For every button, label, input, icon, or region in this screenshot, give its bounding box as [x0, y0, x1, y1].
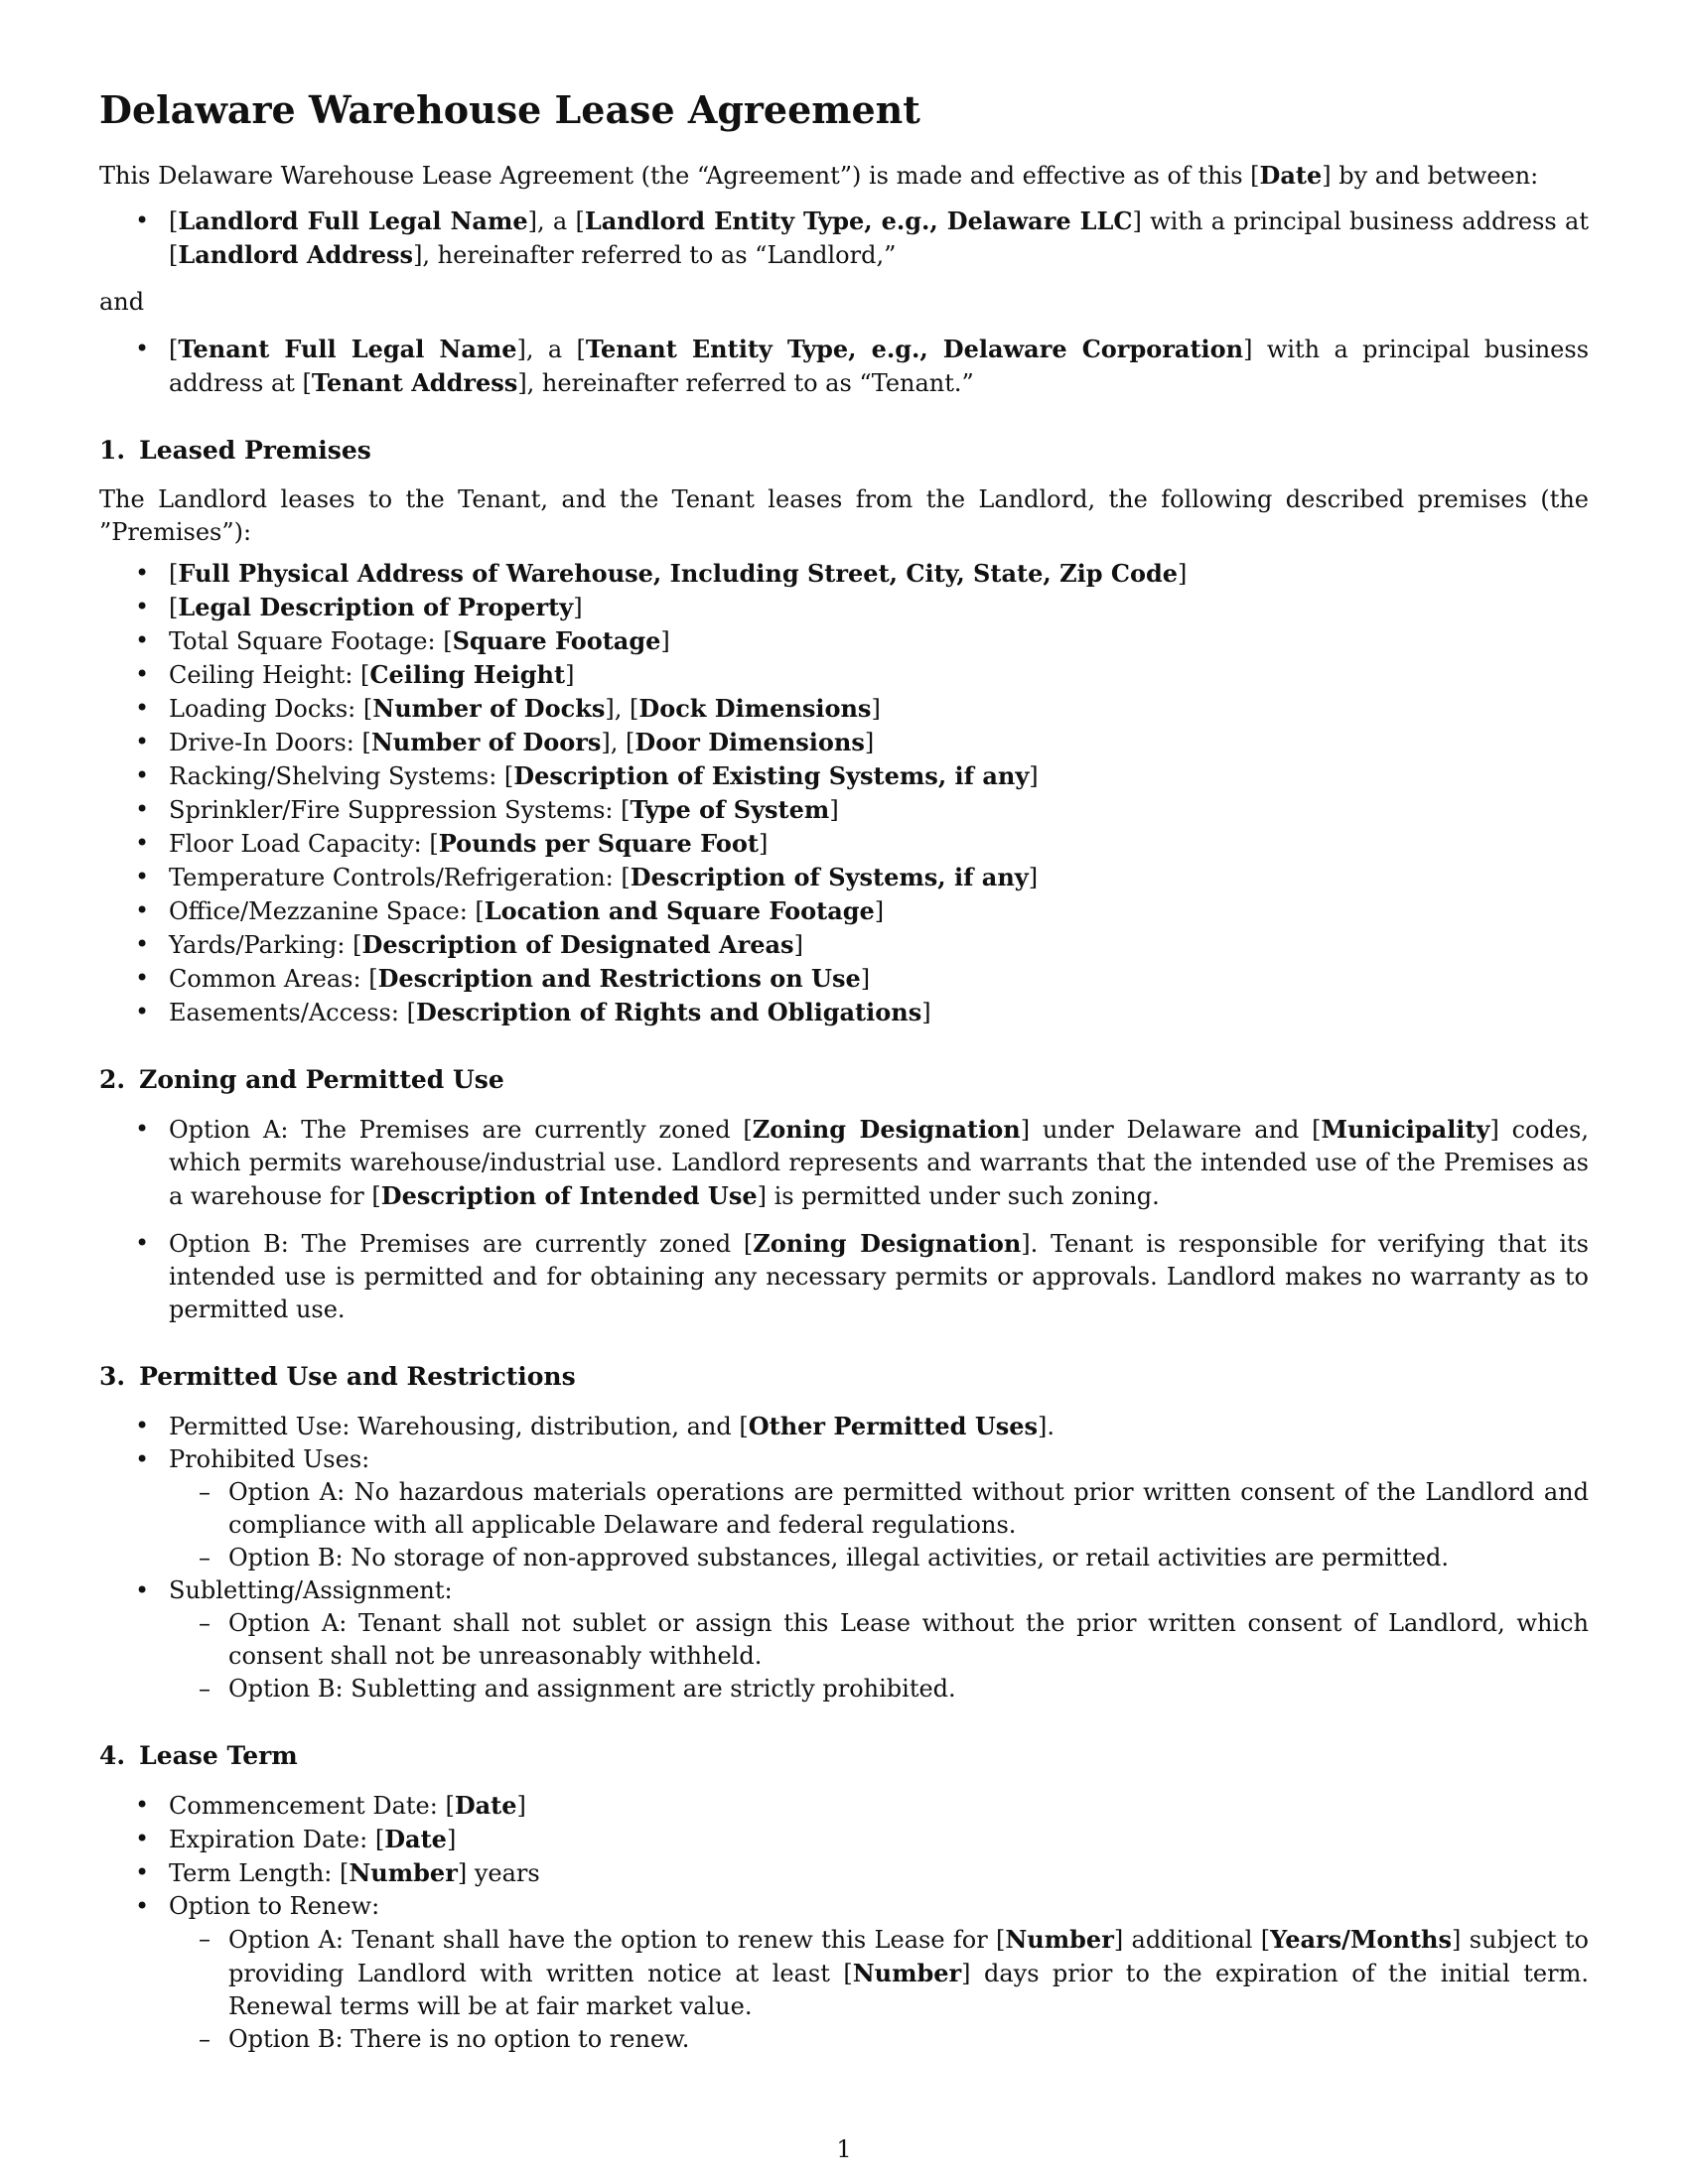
section-2-heading: [99, 1063, 1589, 1096]
section-number: 2.: [99, 1065, 126, 1094]
placeholder: Municipality: [1321, 1115, 1490, 1144]
renew-option-a: [99, 1923, 1589, 2023]
zoning-option-a: [99, 1113, 1589, 1213]
text: Permitted Use: Warehousing, distribution, and [: [169, 1413, 749, 1440]
separator: ,: [614, 695, 630, 723]
text: ] under Delaware and [: [1020, 1116, 1322, 1144]
item-label: Subletting/Assignment:: [169, 1576, 453, 1604]
section-title: Zoning and Permitted Use: [139, 1065, 504, 1094]
item-label: Floor Load Capacity:: [169, 830, 430, 858]
premises-item: • Yards/Parking: [Description of Designated Areas]: [99, 928, 1589, 962]
tenant-list: [99, 333, 1589, 400]
placeholder: Description of Existing Systems, if any: [513, 761, 1030, 790]
item-label: Temperature Controls/Refrigeration:: [169, 864, 622, 891]
section-number: 4.: [99, 1741, 126, 1770]
premises-item: • Total Square Footage: [Square Footage]: [99, 624, 1589, 658]
placeholder: Number of Docks: [372, 694, 606, 723]
placeholder: Other Permitted Uses: [748, 1412, 1039, 1440]
renew-option-b: – Option B: There is no option to renew.: [99, 2023, 1589, 2056]
prohibited-uses-item: [99, 1443, 1589, 1574]
intro-text: This Delaware Warehouse Lease Agreement (the “Agreement”) is made and effective as of this [: [99, 162, 1260, 190]
placeholder: Pounds per Square Foot: [438, 829, 759, 858]
premises-item: • Sprinkler/Fire Suppression Systems: [Type of System]: [99, 793, 1589, 827]
item-label: Easements/Access:: [169, 999, 407, 1026]
section-number: 1.: [99, 436, 126, 465]
prohibited-options-list: [99, 1476, 1589, 1574]
placeholder: Type of System: [630, 795, 830, 824]
text: ] with a principal business address at [: [169, 336, 1590, 397]
placeholder: Date: [454, 1791, 517, 1820]
item-label: Drive-In Doors:: [169, 729, 362, 756]
tenant-entity-placeholder: Tenant Entity Type, e.g., Delaware Corporation: [585, 335, 1244, 363]
premises-item: • [Legal Description of Property]: [99, 591, 1589, 624]
item-label: Loading Docks:: [169, 695, 363, 723]
placeholder: Zoning Designation: [753, 1229, 1022, 1258]
premises-item: • [Full Physical Address of Warehouse, Including Street, City, State, Zip Code]: [99, 557, 1589, 591]
separator: ,: [610, 729, 627, 756]
placeholder: Square Footage: [452, 626, 661, 655]
item-label: Prohibited Uses:: [169, 1445, 370, 1473]
subletting-option-b: – Option B: Subletting and assignment are strictly prohibited.: [99, 1673, 1589, 1706]
commencement-date-item: [99, 1789, 1589, 1823]
page-number: 1: [836, 2135, 852, 2163]
section-1-heading: [99, 434, 1589, 467]
tenant-address-placeholder: Tenant Address: [311, 368, 518, 397]
intro-paragraph: [99, 159, 1589, 193]
text: ]. Tenant is responsible for verifying that its intended use is permitted and for obtaining any necessary permits or approvals. Landlord makes no warranty as to permitted use.: [169, 1230, 1589, 1323]
subletting-item: [99, 1574, 1589, 1706]
tenant-party: [99, 333, 1589, 400]
text: ], hereinafter referred to as “Tenant.”: [517, 369, 974, 397]
expiration-date-item: [99, 1823, 1589, 1856]
landlord-list: [99, 205, 1589, 272]
section-1-paragraph: The Landlord leases to the Tenant, and the Tenant leases from the Landlord, the following described premises (the ”Premises”):: [99, 485, 1589, 546]
premises-item: • Racking/Shelving Systems: [Description of Existing Systems, if any]: [99, 759, 1589, 793]
premises-list: [99, 557, 1589, 1029]
placeholder: Number of Doors: [370, 728, 602, 756]
section-3-heading: [99, 1360, 1589, 1393]
placeholder: Years/Months: [1270, 1925, 1453, 1954]
text: ] days prior to the expiration of the initial term. Renewal terms will be at fair market value.: [228, 1960, 1589, 2020]
text: ].: [1038, 1413, 1055, 1440]
item-label: Total Square Footage:: [169, 627, 444, 655]
placeholder: Description of Designated Areas: [361, 930, 794, 959]
lease-term-list: [99, 1789, 1589, 2056]
placeholder: Zoning Designation: [752, 1115, 1021, 1144]
placeholder: Full Physical Address of Warehouse, Including Street, City, State, Zip Code: [178, 559, 1179, 588]
placeholder: Date: [384, 1825, 447, 1853]
placeholder: Description and Restrictions on Use: [377, 964, 861, 993]
text: ] codes, which permits warehouse/industrial use. Landlord represents and warrants that the intended use of the Premises as a warehouse for [: [169, 1116, 1590, 1210]
placeholder: Description of Systems, if any: [630, 863, 1029, 891]
renew-options-list: [99, 1923, 1589, 2056]
intro-text-end: ] by and between:: [1322, 162, 1539, 190]
text: Option B: The Premises are currently zoned [: [169, 1230, 754, 1258]
premises-item: • Easements/Access: [Description of Rights and Obligations]: [99, 996, 1589, 1029]
landlord-entity-placeholder: Landlord Entity Type, e.g., Delaware LLC: [584, 206, 1133, 235]
text: ]: [446, 1826, 457, 1853]
zoning-options-list: [99, 1113, 1589, 1326]
section-title: Leased Premises: [139, 436, 371, 465]
placeholder: Number: [349, 1858, 458, 1887]
permitted-use-item: [99, 1410, 1589, 1443]
premises-item: • Office/Mezzanine Space: [Location and Square Footage]: [99, 894, 1589, 928]
text: Commencement Date: [: [169, 1792, 455, 1820]
intro-date-placeholder: Date: [1259, 161, 1323, 190]
item-label: Racking/Shelving Systems:: [169, 762, 504, 790]
premises-item: • Floor Load Capacity: [Pounds per Square Foot]: [99, 827, 1589, 861]
landlord-name-placeholder: Landlord Full Legal Name: [178, 206, 528, 235]
landlord-address-placeholder: Landlord Address: [178, 240, 414, 269]
premises-item: • Temperature Controls/Refrigeration: [Description of Systems, if any]: [99, 861, 1589, 894]
option-to-renew-item: [99, 1890, 1589, 2056]
item-label: Office/Mezzanine Space:: [169, 897, 476, 925]
document-title: Delaware Warehouse Lease Agreement: [99, 87, 920, 132]
placeholder: Number: [1005, 1925, 1114, 1954]
placeholder: Door Dimensions: [634, 728, 865, 756]
text: [: [169, 336, 179, 363]
text: Option A: The Premises are currently zoned [: [169, 1116, 753, 1144]
text: ] is permitted under such zoning.: [757, 1182, 1160, 1210]
subletting-options-list: [99, 1607, 1589, 1706]
document-body: [99, 87, 1589, 2056]
section-title: Lease Term: [139, 1741, 298, 1770]
text: ], a [: [527, 207, 585, 235]
premises-item: • Common Areas: [Description and Restrictions on Use]: [99, 962, 1589, 996]
item-label: Yards/Parking:: [169, 931, 353, 959]
term-length-item: [99, 1856, 1589, 1890]
item-label: Sprinkler/Fire Suppression Systems:: [169, 796, 622, 824]
zoning-option-b: [99, 1227, 1589, 1326]
text: ] years: [457, 1859, 540, 1887]
placeholder: Location and Square Footage: [484, 896, 875, 925]
text: [: [169, 207, 179, 235]
use-restrictions-list: [99, 1410, 1589, 1706]
text: ] with a principal business address at [: [169, 207, 1589, 269]
text: Option A: Tenant shall have the option to renew this Lease for [: [228, 1926, 1006, 1954]
text: Term Length: [: [169, 1859, 350, 1887]
text: ], hereinafter referred to as “Landlord,”: [413, 241, 897, 269]
item-label: Ceiling Height:: [169, 661, 361, 689]
text: ]: [516, 1792, 526, 1820]
text: ] subject to providing Landlord with written notice at least [: [228, 1926, 1589, 1987]
section-title: Permitted Use and Restrictions: [139, 1362, 576, 1391]
landlord-party: [99, 205, 1589, 272]
placeholder: Description of Intended Use: [380, 1181, 758, 1210]
section-4-heading: [99, 1739, 1589, 1772]
placeholder: Ceiling Height: [369, 660, 566, 689]
section-number: 3.: [99, 1362, 126, 1391]
placeholder: Description of Rights and Obligations: [415, 998, 922, 1026]
premises-item: • Ceiling Height: [Ceiling Height]: [99, 658, 1589, 692]
text: ], a [: [516, 336, 586, 363]
and-connector: and: [99, 288, 145, 316]
placeholder: Number: [852, 1959, 962, 1987]
subletting-option-a: – Option A: Tenant shall not sublet or assign this Lease without the prior written consent of Landlord, which consent shall not be unreasonably withheld.: [99, 1607, 1589, 1673]
premises-item: • Loading Docks: [Number of Docks], [Dock Dimensions]: [99, 692, 1589, 726]
item-label: Option to Renew:: [169, 1892, 380, 1920]
text: Expiration Date: [: [169, 1826, 385, 1853]
tenant-name-placeholder: Tenant Full Legal Name: [178, 335, 517, 363]
premises-item: • Drive-In Doors: [Number of Doors], [Door Dimensions]: [99, 726, 1589, 759]
prohibited-option-a: – Option A: No hazardous materials operations are permitted without prior written consent of the Landlord and compliance with all applicable Delaware and federal regulations.: [99, 1476, 1589, 1542]
placeholder: Dock Dimensions: [638, 694, 872, 723]
prohibited-option-b: – Option B: No storage of non-approved substances, illegal activities, or retail activities are permitted.: [99, 1542, 1589, 1574]
text: ] additional [: [1113, 1926, 1271, 1954]
placeholder: Legal Description of Property: [178, 593, 574, 621]
item-label: Common Areas:: [169, 965, 369, 993]
